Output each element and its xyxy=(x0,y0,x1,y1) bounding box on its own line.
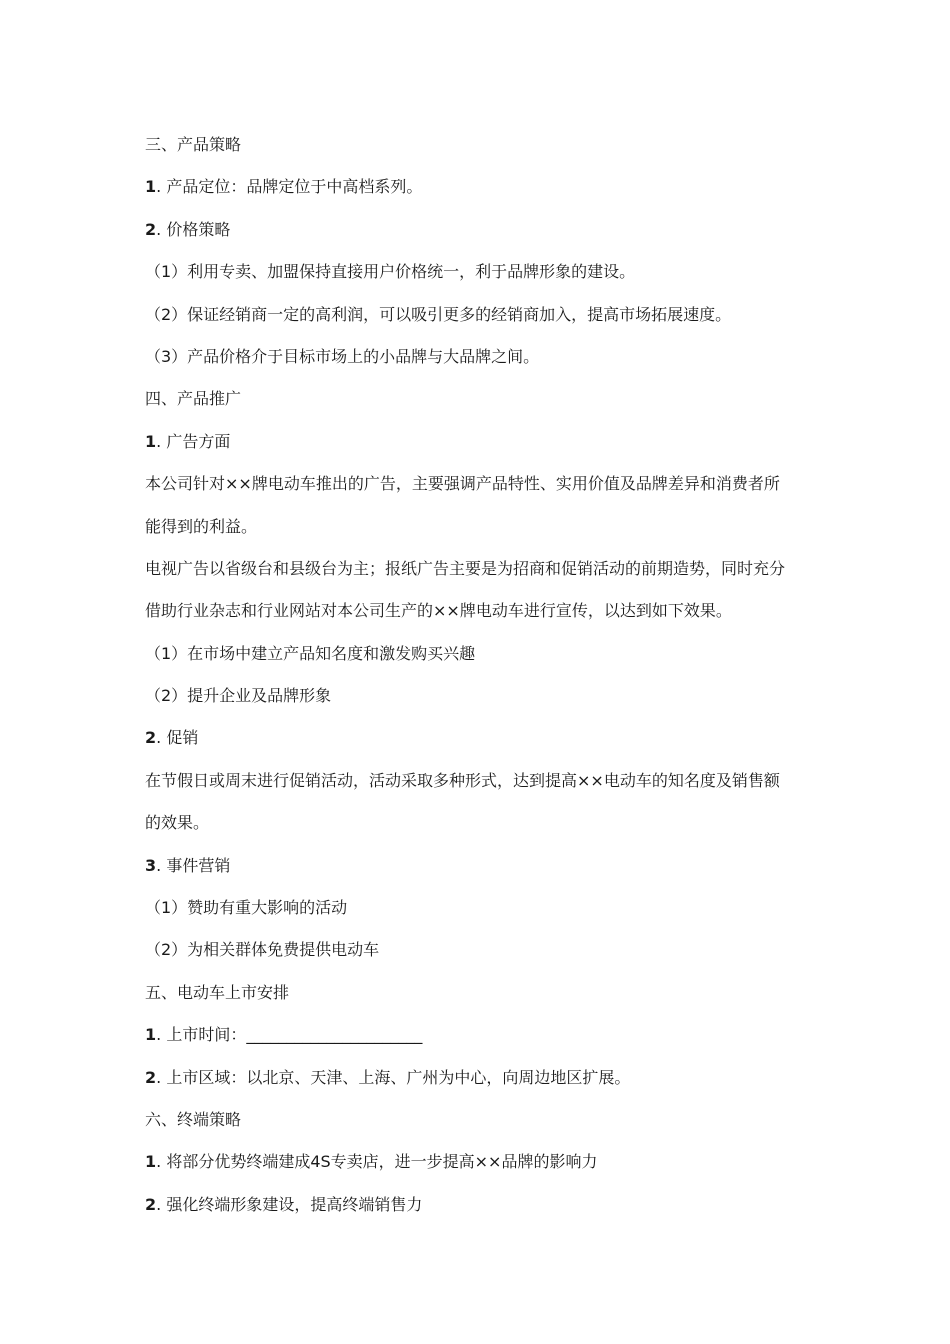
line-text: 本公司针对××牌电动车推出的广告，主要强调产品特性、实用价值及品牌差异和消费者所 xyxy=(145,474,780,494)
line-text: （2）保证经销商一定的高利润，可以吸引更多的经销商加入，提高市场拓展速度。 xyxy=(145,304,732,324)
line-text: （2）为相关群体免费提供电动车 xyxy=(145,940,380,960)
line-text: . 事件营销 xyxy=(156,855,231,875)
document-line xyxy=(145,675,815,717)
document-line xyxy=(145,1099,815,1141)
item-number: 3 xyxy=(145,855,157,875)
item-number: 2 xyxy=(145,219,157,239)
line-text: . 强化终端形象建设，提高终端销售力 xyxy=(156,1194,423,1214)
line-text: （1）利用专卖、加盟保持直接用户价格统一，利于品牌形象的建设。 xyxy=(145,262,636,282)
document-line xyxy=(145,463,815,505)
document-line xyxy=(145,887,815,929)
document-line xyxy=(145,294,815,336)
document-line xyxy=(145,378,815,420)
item-number: 2 xyxy=(145,1067,157,1087)
document-line xyxy=(145,336,815,378)
line-text: . 广告方面 xyxy=(156,431,231,451)
document-line xyxy=(145,124,815,166)
line-text: 六、终端策略 xyxy=(145,1109,242,1129)
line-text: （1）在市场中建立产品知名度和激发购买兴趣 xyxy=(145,643,476,663)
item-number: 1 xyxy=(145,431,157,451)
document-line xyxy=(145,717,815,759)
line-text: . 促销 xyxy=(156,728,199,748)
item-number: 1 xyxy=(145,1025,157,1045)
document-line xyxy=(145,929,815,971)
line-text: 电视广告以省级台和县级台为主；报纸广告主要是为招商和促销活动的前期造势，同时充分 xyxy=(145,558,786,578)
document-line xyxy=(145,590,815,632)
document-line xyxy=(145,760,815,802)
document-line xyxy=(145,251,815,293)
line-text: . 上市时间：______________________ xyxy=(156,1025,423,1045)
document-line xyxy=(145,1141,815,1183)
document-line xyxy=(145,548,815,590)
item-number: 1 xyxy=(145,177,157,197)
line-text: 五、电动车上市安排 xyxy=(145,982,290,1002)
document-line xyxy=(145,845,815,887)
document-line xyxy=(145,421,815,463)
line-text: （3）产品价格介于目标市场上的小品牌与大品牌之间。 xyxy=(145,346,540,366)
item-number: 2 xyxy=(145,728,157,748)
document-line xyxy=(145,209,815,251)
document-line xyxy=(145,506,815,548)
item-number: 1 xyxy=(145,1152,157,1172)
document-line xyxy=(145,1184,815,1226)
line-text: （1）赞助有重大影响的活动 xyxy=(145,898,348,918)
document-line xyxy=(145,1057,815,1099)
line-text: . 价格策略 xyxy=(156,219,231,239)
document-line xyxy=(145,1014,815,1056)
line-text: 借助行业杂志和行业网站对本公司生产的××牌电动车进行宣传，以达到如下效果。 xyxy=(145,601,732,621)
document-line xyxy=(145,972,815,1014)
line-text: 能得到的利益。 xyxy=(145,516,258,536)
document-line xyxy=(145,633,815,675)
item-number: 2 xyxy=(145,1194,157,1214)
document-body xyxy=(145,124,815,1226)
line-text: 的效果。 xyxy=(145,813,210,833)
line-text: 四、产品推广 xyxy=(145,389,242,409)
line-text: 三、产品策略 xyxy=(145,135,242,154)
line-text: （2）提升企业及品牌形象 xyxy=(145,686,332,706)
document-line xyxy=(145,166,815,208)
line-text: . 产品定位：品牌定位于中高档系列。 xyxy=(156,177,423,197)
line-text: . 将部分优势终端建成4S专卖店，进一步提高××品牌的影响力 xyxy=(156,1152,598,1172)
line-text: 在节假日或周末进行促销活动，活动采取多种形式，达到提高××电动车的知名度及销售额 xyxy=(145,770,780,790)
line-text: . 上市区域：以北京、天津、上海、广州为中心，向周边地区扩展。 xyxy=(156,1067,631,1087)
document-line xyxy=(145,802,815,844)
